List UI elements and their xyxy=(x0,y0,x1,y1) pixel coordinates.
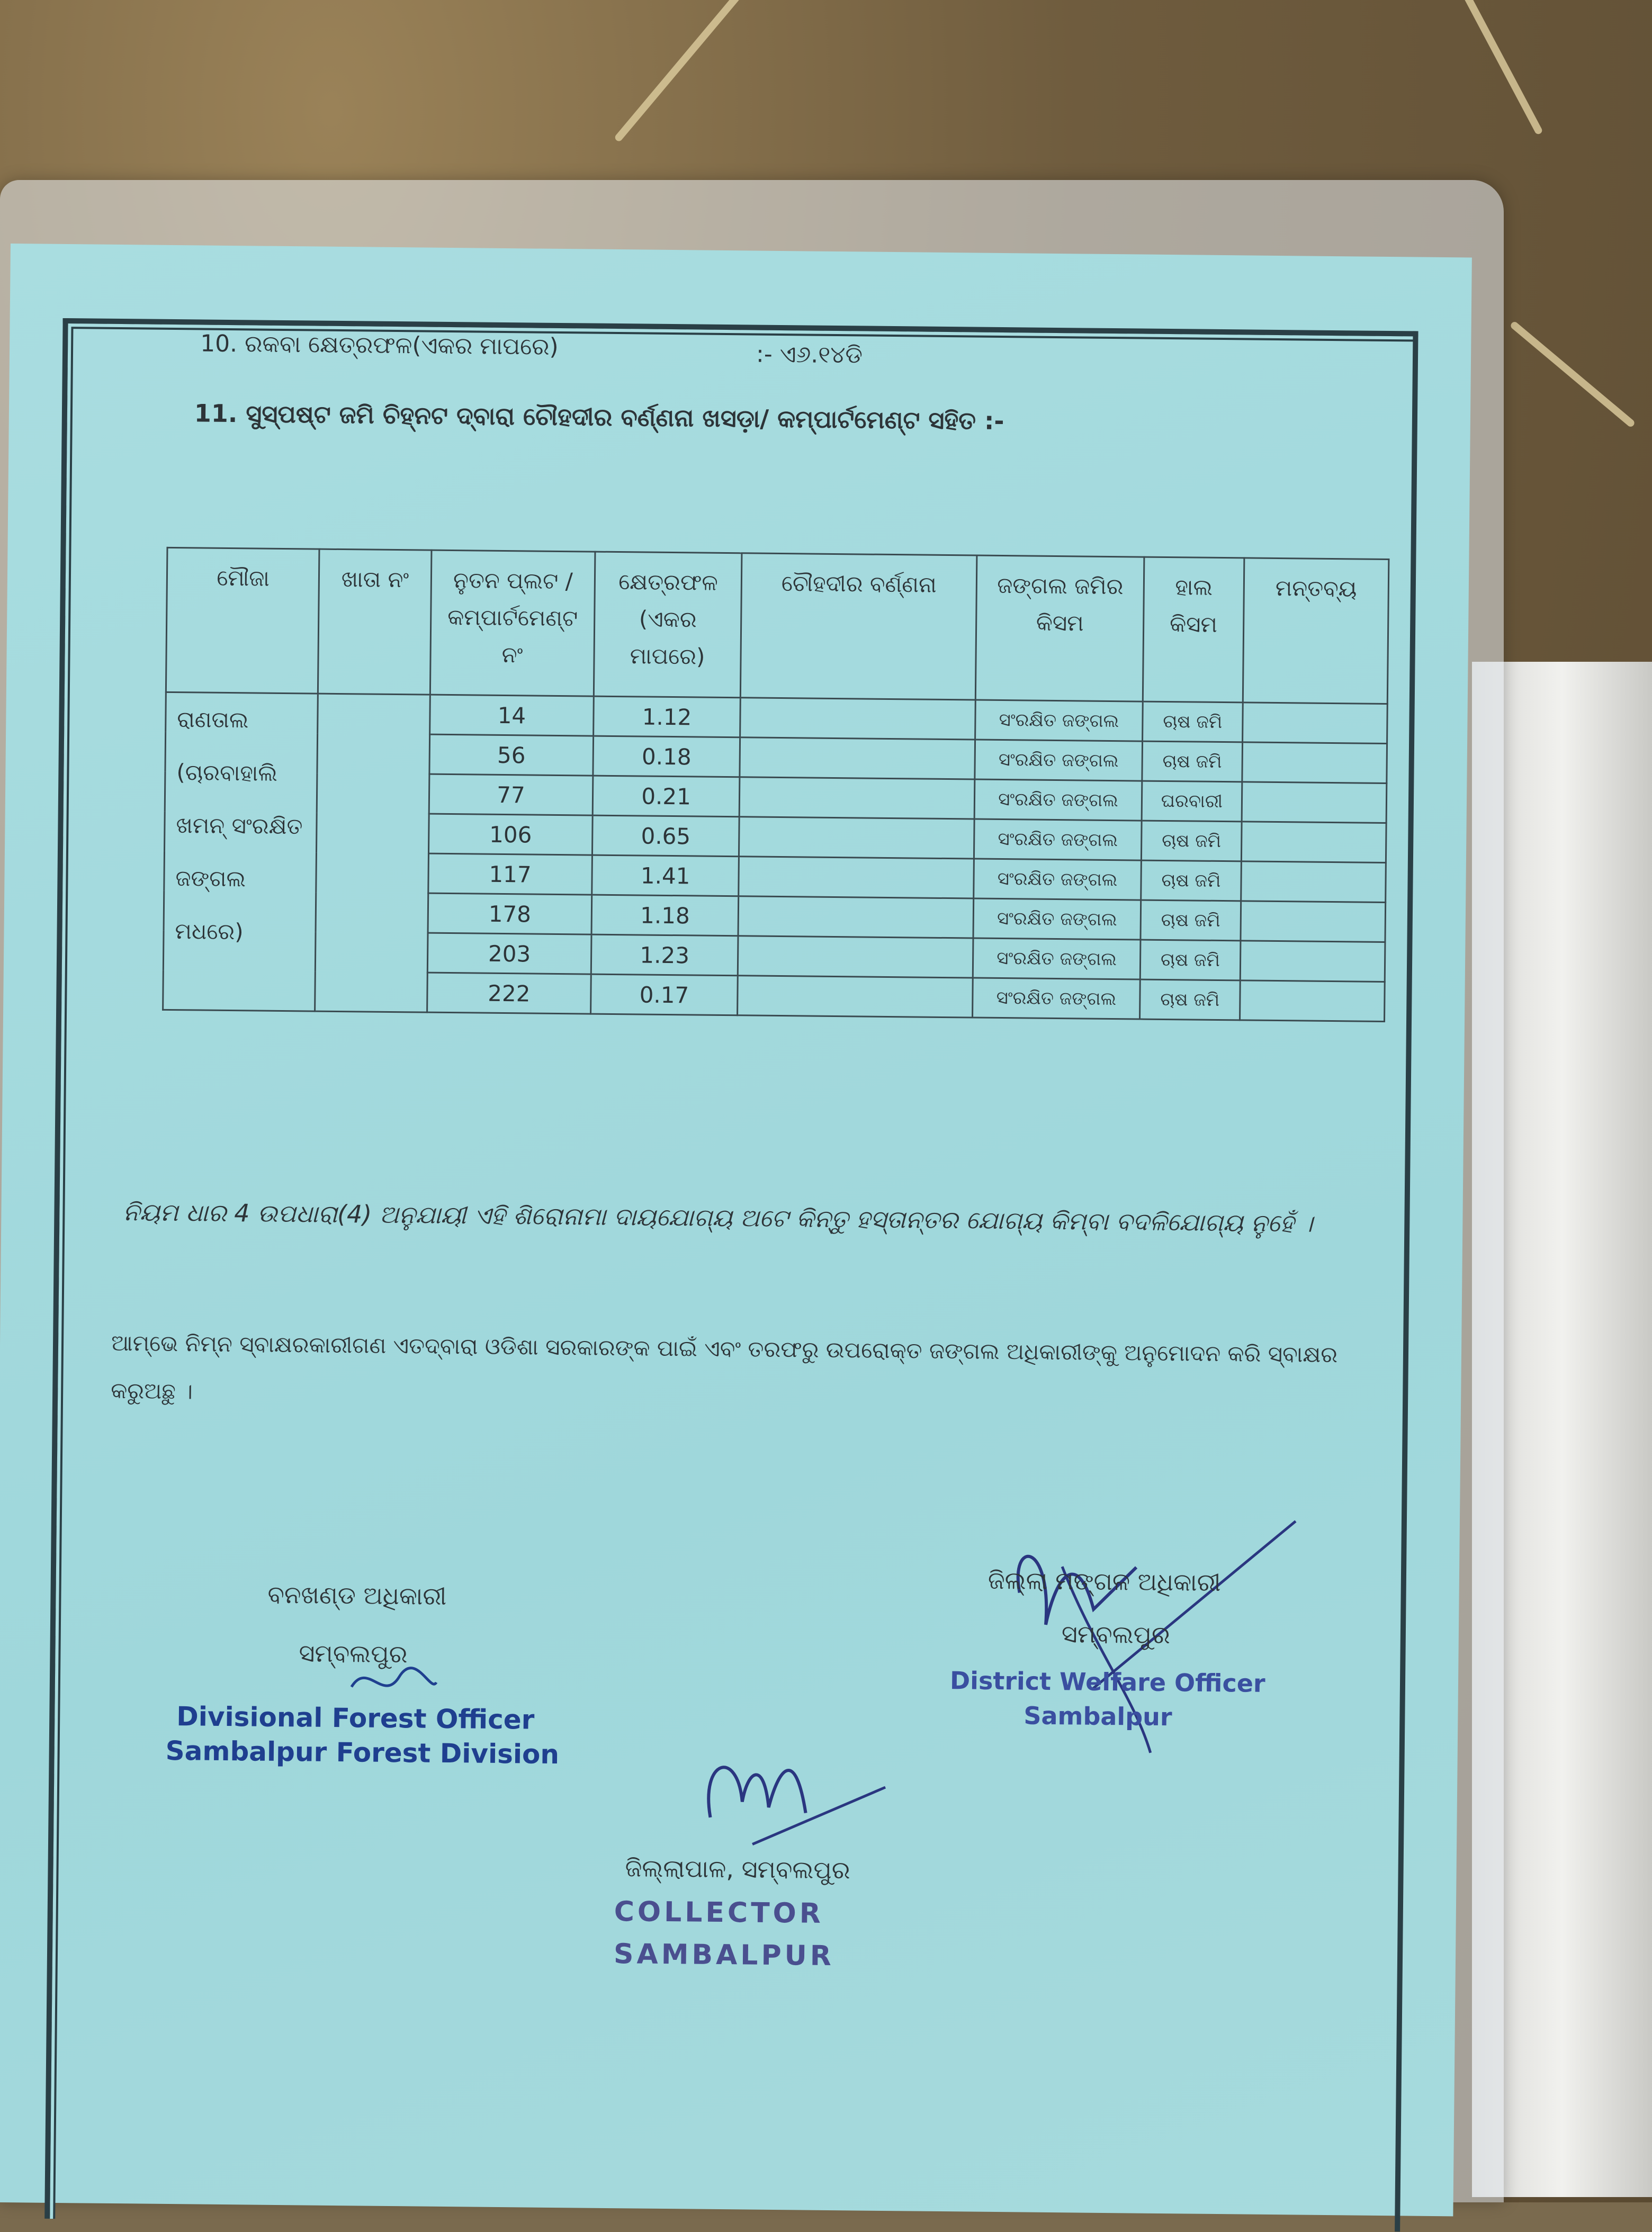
remarks-cell xyxy=(1242,703,1387,744)
forest-type-cell: ସଂରକ୍ଷିତ ଜଙ୍ଗଲ xyxy=(975,700,1143,741)
declaration-line-2: କରୁଅଛୁ । xyxy=(110,1377,193,1405)
remarks-cell xyxy=(1240,941,1385,982)
remarks-cell xyxy=(1242,782,1387,823)
land-table xyxy=(162,547,1389,1022)
dfo-place: ସମ୍ବଲପୁର xyxy=(299,1639,408,1669)
dwo-place: ସମ୍ବଲପୁର xyxy=(1061,1619,1171,1650)
present-type-cell: ଚାଷ ଜମି xyxy=(1140,979,1240,1020)
forest-type-cell: ସଂରକ୍ଷିତ ଜଙ୍ଗଲ xyxy=(974,819,1142,860)
dfo-stamp-line-2: Sambalpur Forest Division xyxy=(165,1735,560,1770)
remarks-cell xyxy=(1240,980,1385,1022)
boundary-cell xyxy=(737,976,973,1018)
mouza-cell: ରାଣତାଲ (ଚାରବାହାଲି ଖମନ୍ ସଂରକ୍ଷିତ ଜଙ୍ଗଲ ମଧରେ) xyxy=(163,692,318,1011)
area-cell: 1.41 xyxy=(592,855,739,896)
forest-type-cell: ସଂରକ୍ଷିତ ଜଙ୍ଗଲ xyxy=(973,938,1141,979)
area-cell: 0.21 xyxy=(592,776,739,817)
item10-value: :- ଏ୬.୧୪ଡି xyxy=(756,340,863,369)
boundary-cell xyxy=(739,857,974,898)
present-type-cell: ଚାଷ ଜମି xyxy=(1143,701,1243,742)
plot-cell: 77 xyxy=(429,774,593,815)
boundary-cell xyxy=(740,698,976,740)
header-present-type: ହାଲ କିସମ xyxy=(1143,557,1244,703)
boundary-cell xyxy=(738,896,974,938)
dwo-stamp-line-1: District Welfare Officer xyxy=(949,1666,1265,1698)
area-cell: 0.18 xyxy=(593,736,740,777)
boundary-cell xyxy=(739,817,974,859)
collector-stamp-line-1: COLLECTOR xyxy=(614,1896,824,1930)
area-cell: 0.65 xyxy=(592,815,739,857)
area-cell: 1.12 xyxy=(594,696,740,737)
plot-cell: 14 xyxy=(429,695,594,736)
boundary-cell xyxy=(738,936,973,978)
header-boundary: ଚୌହଦୀର ବର୍ଣ୍ଣନା xyxy=(740,553,977,700)
dwo-title: ଜିଲ୍ଲା ମଙ୍ଗଳ ଅଧିକାରୀ xyxy=(987,1565,1221,1597)
header-mouza: ମୌଜା xyxy=(166,547,319,694)
remarks-cell xyxy=(1241,861,1386,903)
remarks-cell xyxy=(1241,822,1386,863)
document-page xyxy=(0,244,1472,2216)
khata-cell xyxy=(315,694,430,1012)
forest-type-cell: ସଂରକ୍ଷିତ ଜଙ୍ଗଲ xyxy=(973,898,1141,940)
plot-cell: 222 xyxy=(427,973,591,1014)
declaration-line-1: ଆମ୍ଭେ ନିମ୍ନ ସ୍ବାକ୍ଷରକାରୀଗଣ ଏତଦ୍ବାରା ଓଡିଶା ସରକାରଙ୍କ ପାଇଁ ଏବଂ ତରଫରୁ ଉପରୋକ୍ତ ଜଙ୍ଗଲ ଅଧିକାରୀଙ୍କୁ ଅନୁମୋଦନ କରି ସ୍ବାକ୍ଷର xyxy=(111,1329,1338,1368)
plot-cell: 203 xyxy=(427,933,591,974)
present-type-cell: ଘରବାରୀ xyxy=(1142,781,1242,822)
forest-type-cell: ସଂରକ୍ଷିତ ଜଙ୍ଗଲ xyxy=(975,740,1143,781)
forest-type-cell: ସଂରକ୍ଷିତ ଜଙ୍ଗଲ xyxy=(974,779,1142,821)
remarks-cell xyxy=(1242,742,1387,784)
header-forest-type: ଜଙ୍ଗଲ ଜମିର କିସମ xyxy=(975,555,1144,701)
boundary-cell xyxy=(740,737,975,779)
collector-title: ଜିଲ୍ଲାପାଳ, ସମ୍ବଲପୁର xyxy=(625,1853,850,1885)
area-cell: 1.23 xyxy=(591,934,738,976)
table-header-row xyxy=(166,547,1389,704)
present-type-cell: ଚାଷ ଜମି xyxy=(1140,940,1240,980)
plot-cell: 178 xyxy=(428,893,592,934)
collector-signature xyxy=(689,1727,891,1856)
present-type-cell: ଚାଷ ଜମି xyxy=(1142,821,1242,861)
item11-heading: 11. ସୁସ୍ପଷ୍ଟ ଜମି ଚିହ୍ନଟ ଦ୍ବାରା ଚୌହଦୀର ବର୍ଣ୍ଣନା ଖସଡ଼ା/ କମ୍ପାର୍ଟମେଣ୍ଟ ସହିତ :- xyxy=(194,399,1004,436)
area-cell: 1.18 xyxy=(591,895,738,936)
dwo-stamp-line-2: Sambalpur xyxy=(1023,1701,1172,1732)
header-remarks: ମନ୍ତବ୍ୟ xyxy=(1243,558,1389,704)
header-khata: ଖାତା ନଂ xyxy=(318,549,432,695)
header-plot: ନୁତନ ପ୍ଲଟ / କମ୍ପାର୍ଟମେଣ୍ଟ ନଂ xyxy=(430,550,595,696)
plot-cell: 117 xyxy=(428,853,592,895)
header-area: କ୍ଷେତ୍ରଫଳ (ଏକର ମାପରେ) xyxy=(594,552,742,698)
plot-cell: 56 xyxy=(429,734,594,776)
forest-type-cell: ସଂରକ୍ଷିତ ଜଙ୍ଗଲ xyxy=(974,859,1142,900)
collector-stamp-line-2: SAMBALPUR xyxy=(613,1938,835,1973)
boundary-cell xyxy=(739,777,975,819)
area-cell: 0.17 xyxy=(591,974,738,1015)
page-border xyxy=(44,318,1418,2231)
dfo-stamp-line-1: Divisional Forest Officer xyxy=(176,1701,535,1735)
present-type-cell: ଚାଷ ଜମି xyxy=(1142,741,1242,782)
item10-label: 10. ରକବା କ୍ଷେତ୍ରଫଳ(ଏକର ମାପରେ) xyxy=(200,330,559,361)
present-type-cell: ଚାଷ ଜମି xyxy=(1141,860,1241,901)
rule-note: ନିୟମ ଧାର 4 ଉପଧାରା(4) ଅନୁଯାୟୀ ଏହି ଶିରୋନାମା ଦାୟଯୋଗ୍ୟ ଅଟେ କିନ୍ତୁ ହସ୍ତାନ୍ତର ଯୋଗ୍ୟ କିମ୍ବା ବଦଳିଯୋଗ୍ୟ ନୁହେଁ । xyxy=(123,1198,1313,1238)
plot-cell: 106 xyxy=(428,814,592,855)
present-type-cell: ଚାଷ ଜମି xyxy=(1141,900,1241,941)
dfo-title: ବନଖଣ୍ଡ ଅଧିକାରୀ xyxy=(267,1580,447,1611)
forest-type-cell: ସଂରକ୍ଷିତ ଜଙ୍ଗଲ xyxy=(973,978,1141,1019)
remarks-cell xyxy=(1241,901,1386,942)
